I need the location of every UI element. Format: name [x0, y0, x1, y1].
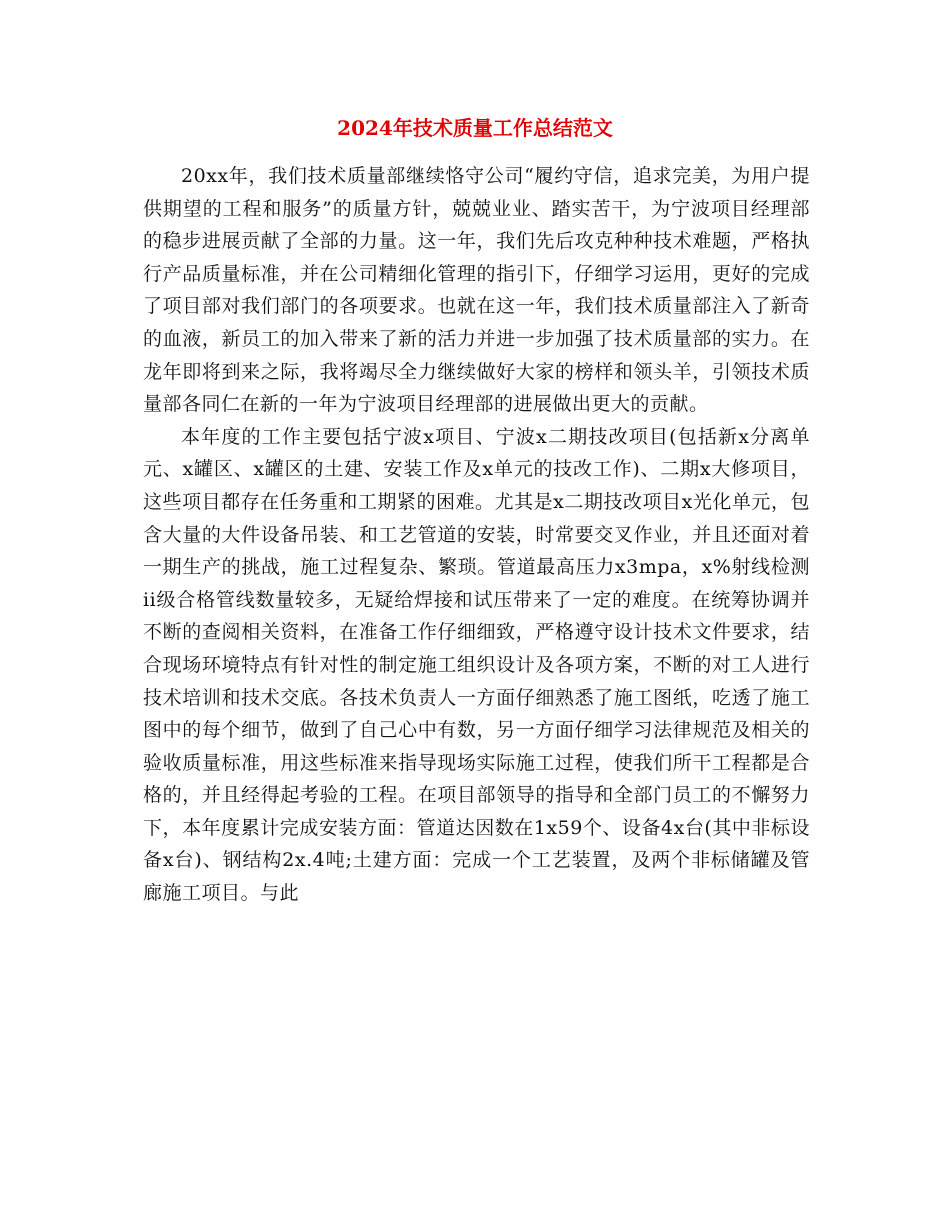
- document-body: [143, 160, 810, 910]
- paragraph-2: 本年度的工作主要包括宁波x项目、宁波x二期技改项目(包括新x分离单元、x罐区、x罐区的土建、安装工作及x单元的技改工作)、二期x大修项目，这些项目都存在任务重和工期紧的困难。尤其是x二期技改项目x光化单元，包含大量的大件设备吊装、和工艺管道的安装，时常要交叉作业，并且还面对着一期生产的挑战，施工过程复杂、繁琐。管道最高压力x3mpa，x%射线检测ii级合格管线数量较多，无疑给焊接和试压带来了一定的难度。在统筹协调并不断的查阅相关资料，在准备工作仔细细致，严格遵守设计技术文件要求，结合现场环境特点有针对性的制定施工组织设计及各项方案，不断的对工人进行技术培训和技术交底。各技术负责人一方面仔细熟悉了施工图纸，吃透了施工图中的每个细节，做到了自己心中有数，另一方面仔细学习法律规范及相关的验收质量标准，用这些标准来指导现场实际施工过程，使我们所干工程都是合格的，并且经得起考验的工程。在项目部领导的指导和全部门员工的不懈努力下，本年度累计完成安装方面：管道达因数在1x59个、设备4x台(其中非标设备x台)、钢结构2x.4吨;土建方面：完成一个工艺装置，及两个非标储罐及管廊施工项目。与此: [143, 425, 810, 905]
- paragraph-1: 20xx年，我们技术质量部继续恪守公司“履约守信，追求完美，为用户提供期望的工程和服务”的质量方针，兢兢业业、踏实苦干，为宁波项目经理部的稳步进展贡献了全部的力量。这一年，我们先后攻克种种技术难题，严格执行产品质量标准，并在公司精细化管理的指引下，仔细学习运用，更好的完成了项目部对我们部门的各项要求。也就在这一年，我们技术质量部注入了新奇的血液，新员工的加入带来了新的活力并进一步加强了技术质量部的实力。在龙年即将到来之际，我将竭尽全力继续做好大家的榜样和领头羊，引领技术质量部各同仁在新的一年为宁波项目经理部的进展做出更大的贡献。: [143, 165, 810, 416]
- document-title: 2024年技术质量工作总结范文: [337, 116, 613, 140]
